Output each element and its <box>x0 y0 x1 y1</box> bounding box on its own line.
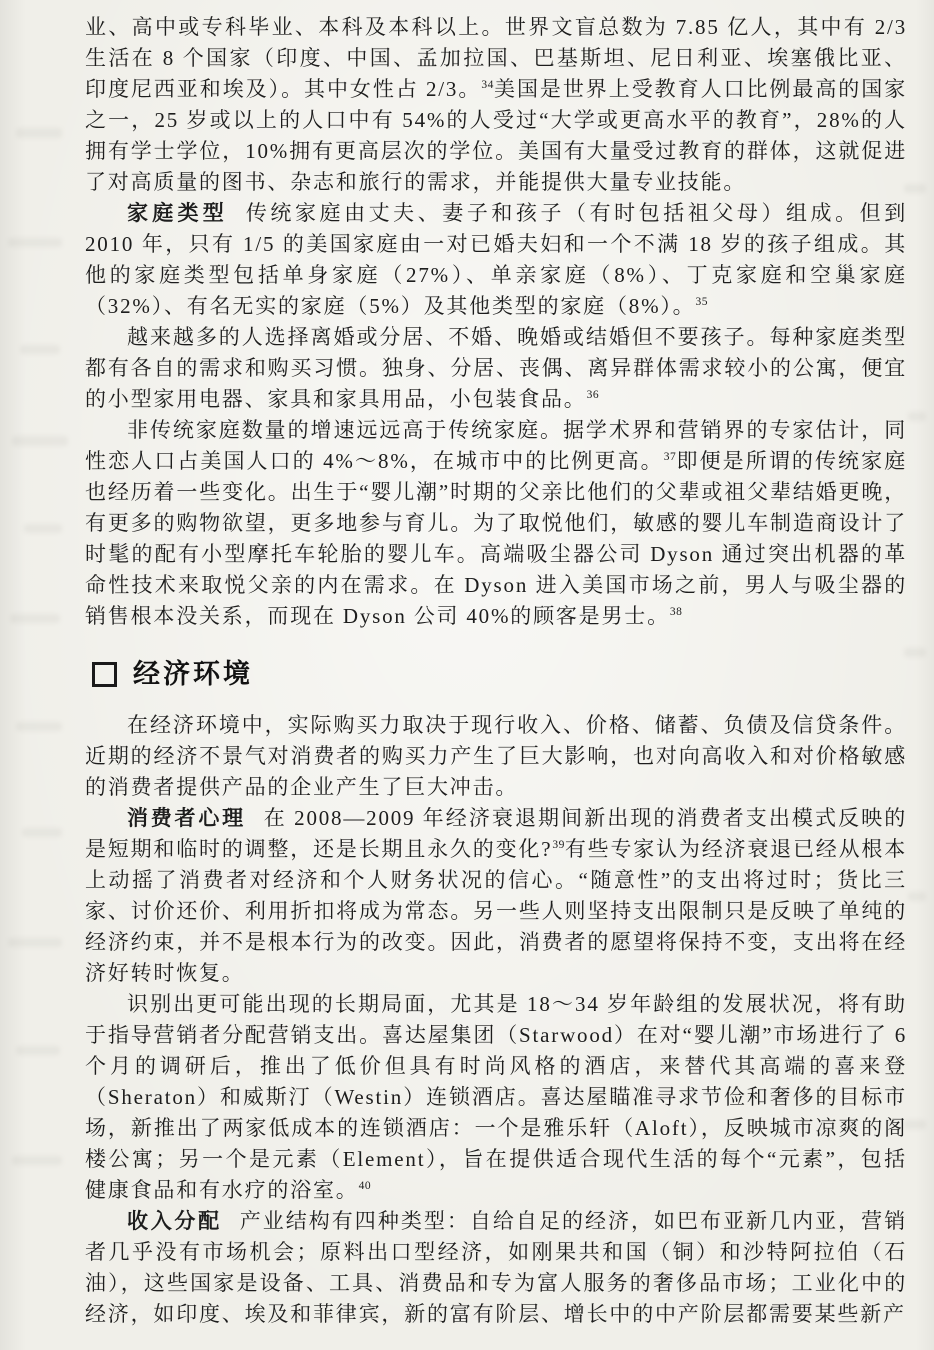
footnote-ref-34: 34 <box>481 79 494 91</box>
scan-bleed-artifact <box>24 524 62 533</box>
paragraph-text: 即便是所谓的传统家庭也经历着一些变化。出生于“婴儿潮”时期的父亲比他们的父辈或祖父辈结婚更晚，有更多的购物欲望，更多地参与育儿。为了取悦他们，敏感的婴儿车制造商设计了时髦的配有小型摩托车轮胎的婴儿车。高端吸尘器公司 Dyson 通过突出机器的革命性技术来取悦父亲的内在需求。在 Dyson 进入美国市场之前，男人与吸尘器的销售根本没关系，而现在 Dyson 公司 40%的顾客是男士。 <box>85 449 907 628</box>
scan-bleed-artifact <box>16 128 62 138</box>
paragraph-family-types <box>85 198 907 322</box>
footnote-ref-39: 39 <box>552 839 565 851</box>
paragraph-text: 在经济环境中，实际购买力取决于现行收入、价格、储蓄、负债及信贷条件。近期的经济不景气对消费者的购买力产生了巨大影响，也对向高收入和对价格敏感的消费者提供产品的企业产生了巨大冲击。 <box>85 713 907 799</box>
bold-lead-income-distribution: 收入分配 <box>127 1210 222 1233</box>
scan-bleed-artifact <box>10 614 60 623</box>
paragraph-text: 识别出更可能出现的长期局面，尤其是 18～34 岁年龄组的发展状况，将有助于指导营销者分配营销支出。喜达屋集团（Starwood）在对“婴儿潮”市场进行了 6 个月的调研后，推出了低价但具有时尚风格的酒店，来替代其高端的喜来登（Sheraton）和威斯汀（Westin）连锁酒店。喜达屋瞄准寻求节俭和奢侈的目标市场，新推出了两家低成本的连锁酒店：一个是雅乐轩（Aloft），反映城市凉爽的阁楼公寓；另一个是元素（Element），旨在提供适合现代生活的每个“元素”，包括健康食品和有水疗的浴室。 <box>85 992 907 1202</box>
paragraph-income-distribution <box>85 1206 907 1330</box>
paragraph-education-literacy <box>85 12 907 198</box>
paragraph-text: 业、高中或专科毕业、本科及本科以上。世界文盲总数为 7.85 亿人，其中有 2/3 生活在 8 个国家（印度、中国、孟加拉国、巴基斯坦、尼日利亚、埃塞俄比亚、印度尼西亚和埃及）。其中女性占 2/3。 <box>85 15 907 101</box>
paragraph-text: 在 2008—2009 年经济衰退期间新出现的消费者支出模式反映的是短期和临时的调整，还是长期且永久的变化? <box>85 806 907 861</box>
scan-bleed-artifact <box>22 828 62 837</box>
footnote-ref-36: 36 <box>586 389 600 401</box>
paragraph-economic-environment-intro <box>85 710 907 803</box>
bold-lead-consumer-psychology: 消费者心理 <box>127 807 246 830</box>
scan-bleed-artifact <box>904 184 926 193</box>
section-heading-economic-environment <box>92 658 907 690</box>
hollow-square-marker-icon <box>92 662 117 687</box>
paragraph-text: 传统家庭由丈夫、妻子和孩子（有时包括祖父母）组成。但到 2010 年，只有 1/5 的美国家庭由一对已婚夫妇和一个不满 18 岁的孩子组成。其他的家庭类型包括单身家庭（27%）、单亲家庭（8%）、丁克家庭和空巢家庭（32%）、有名无实的家庭（5%）及其他类型的家庭（8%）。 <box>85 201 907 318</box>
scan-bleed-artifact <box>8 938 62 947</box>
footnote-ref-40: 40 <box>358 1180 372 1192</box>
scan-bleed-artifact <box>16 722 62 731</box>
paragraph-starwood-hotels <box>85 989 907 1206</box>
bold-lead-family-types: 家庭类型 <box>127 202 229 225</box>
scan-bleed-artifact <box>904 648 926 657</box>
footnote-ref-35: 35 <box>695 296 708 308</box>
text-column <box>85 12 907 1330</box>
section-heading-text: 经济环境 <box>133 659 253 689</box>
footnote-ref-38: 38 <box>669 606 683 618</box>
paragraph-nontraditional-families <box>85 415 907 632</box>
paragraph-text: 产业结构有四种类型：自给自足的经济，如巴布亚新几内亚，营销者几乎没有市场机会；原料出口型经济，如刚果共和国（铜）和沙特阿拉伯（石油），这些国家是设备、工具、消费品和专为富人服务的奢侈品市场；工业化中的经济，如印度、埃及和菲律宾，新的富有阶层、增长中的中产阶层都需要某些新产 <box>85 1209 907 1326</box>
scan-bleed-artifact <box>16 1046 60 1055</box>
scan-bleed-artifact <box>20 345 60 354</box>
scan-bleed-artifact <box>908 892 926 901</box>
scan-bleed-artifact <box>904 1120 926 1129</box>
scan-bleed-artifact <box>12 1156 62 1165</box>
paragraph-consumer-psychology <box>85 803 907 989</box>
paragraph-household-habits <box>85 322 907 415</box>
paragraph-text: 越来越多的人选择离婚或分居、不婚、晚婚或结婚但不要孩子。每种家庭类型都有各自的需求和购买习惯。独身、分居、丧偶、离异群体需求较小的公寓，便宜的小型家用电器、家具和家具用品，小包装食品。 <box>85 325 907 411</box>
scan-bleed-artifact <box>908 412 926 421</box>
paragraph-text: 有些专家认为经济衰退已经从根本上动摇了消费者对经济和个人财务状况的信心。“随意性”的支出将过时；货比三家、讨价还价、利用折扣将成为常态。另一些人则坚持支出限制只是反映了单纯的经济约束，并不是根本行为的改变。因此，消费者的愿望将保持不变，支出将在经济好转时恢复。 <box>85 837 908 985</box>
paragraph-text: 美国是世界上受教育人口比例最高的国家之一，25 岁或以上的人口中有 54%的人受过“大学或更高水平的教育”，28%的人拥有学士学位，10%拥有更高层次的学位。美国有大量受过教育的群体，这就促进了对高质量的图书、杂志和旅行的需求，并能提供大量专业技能。 <box>85 77 907 194</box>
paragraph-text: 非传统家庭数量的增速远远高于传统家庭。据学术界和营销界的专家估计，同性恋人口占美国人口的 4%～8%，在城市中的比例更高。 <box>85 418 907 473</box>
scan-bleed-artifact <box>12 436 68 446</box>
scan-bleed-artifact <box>8 238 62 247</box>
footnote-ref-37: 37 <box>663 451 677 463</box>
